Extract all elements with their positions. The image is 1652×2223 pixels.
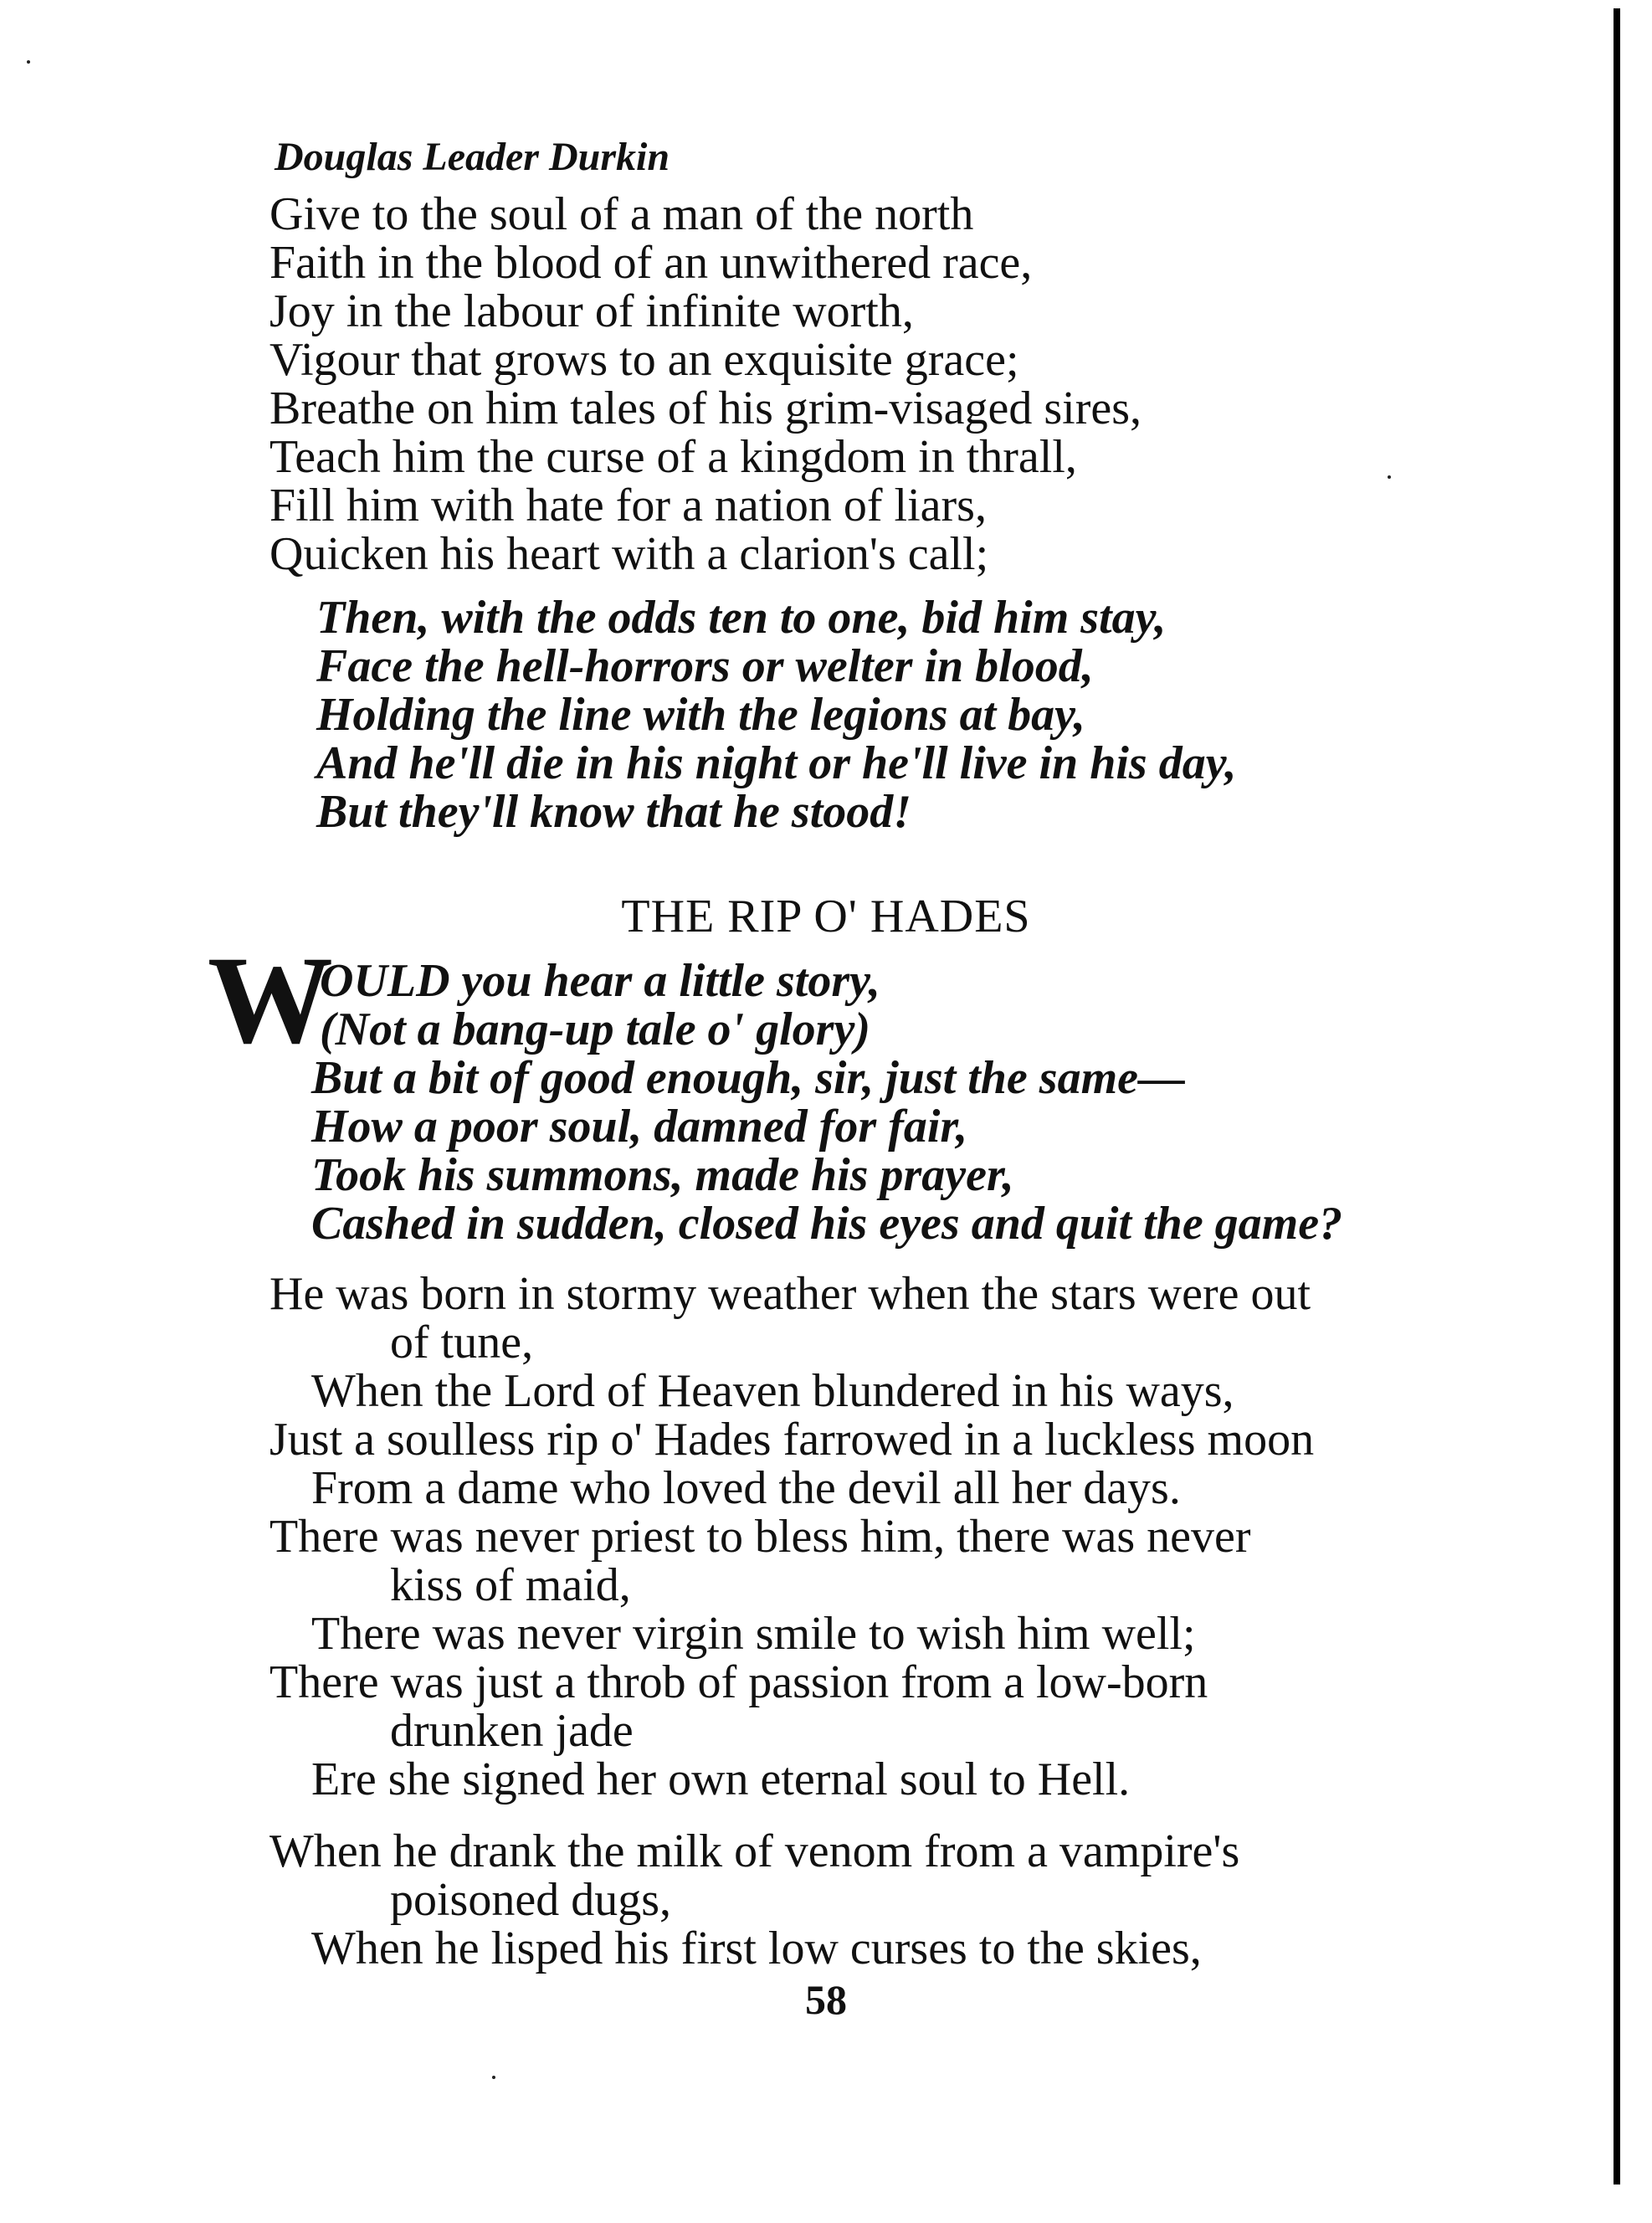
poem-line: There was just a throb of passion from a low-born (269, 1656, 1208, 1708)
poem-line: Fill him with hate for a nation of liars, (269, 480, 987, 531)
poem-line: Just a soulless rip o' Hades farrowed in a luckless moon (269, 1414, 1315, 1466)
refrain-line: Holding the line with the legions at bay, (316, 689, 1085, 741)
poem-line-continuation: poisoned dugs, (390, 1874, 671, 1926)
poem-line-continuation: drunken jade (390, 1705, 634, 1757)
poem-line: When he drank the milk of venom from a vampire's (269, 1825, 1240, 1877)
refrain-line: And he'll die in his night or he'll live in his day, (316, 737, 1237, 789)
poem-title: THE RIP O' HADES (621, 891, 1031, 942)
poem-line: Quicken his heart with a clarion's call; (269, 528, 989, 580)
drop-cap: W (208, 931, 333, 1070)
intro-line: OULD you hear a little story, (320, 955, 880, 1007)
intro-line: (Not a bang-up tale o' glory) (320, 1004, 870, 1055)
poem-line: When he lisped his first low curses to the skies, (311, 1923, 1202, 1974)
poem-line: Teach him the curse of a kingdom in thrall, (269, 431, 1077, 483)
poem-line-continuation: of tune, (390, 1317, 534, 1368)
scan-speck (27, 60, 30, 64)
poem-line: Ere she signed her own eternal soul to Hell. (311, 1753, 1131, 1805)
poem-line-continuation: kiss of maid, (390, 1559, 631, 1611)
poem-line: He was born in stormy weather when the stars were out (269, 1268, 1311, 1320)
poem-line: Faith in the blood of an unwithered race, (269, 237, 1033, 289)
scan-speck (1388, 475, 1391, 479)
intro-line: Cashed in sudden, closed his eyes and quit the game? (311, 1198, 1343, 1250)
scan-speck (492, 2076, 495, 2079)
author-name: Douglas Leader Durkin (274, 135, 670, 179)
page-number: 58 (805, 1976, 847, 2023)
poem-line: There was never virgin smile to wish him well; (311, 1608, 1196, 1660)
intro-line: But a bit of good enough, sir, just the same— (311, 1052, 1185, 1104)
intro-line: Took his summons, made his prayer, (311, 1149, 1014, 1201)
refrain-line: Then, with the odds ten to one, bid him stay, (316, 592, 1167, 644)
poem-line: Joy in the labour of infinite worth, (269, 285, 914, 337)
poem-line: Vigour that grows to an exquisite grace; (269, 334, 1019, 386)
refrain-line: But they'll know that he stood! (316, 786, 912, 838)
poem-line: From a dame who loved the devil all her days. (311, 1462, 1181, 1514)
intro-line: How a poor soul, damned for fair, (311, 1101, 968, 1153)
poem-line: There was never priest to bless him, there was never (269, 1511, 1251, 1563)
poem-line: Give to the soul of a man of the north (269, 188, 974, 240)
refrain-line: Face the hell-horrors or welter in blood, (316, 640, 1094, 692)
poem-line: Breathe on him tales of his grim-visaged sires, (269, 382, 1142, 434)
page-binding-edge (1614, 8, 1620, 2184)
poem-line: When the Lord of Heaven blundered in his ways, (311, 1365, 1234, 1417)
